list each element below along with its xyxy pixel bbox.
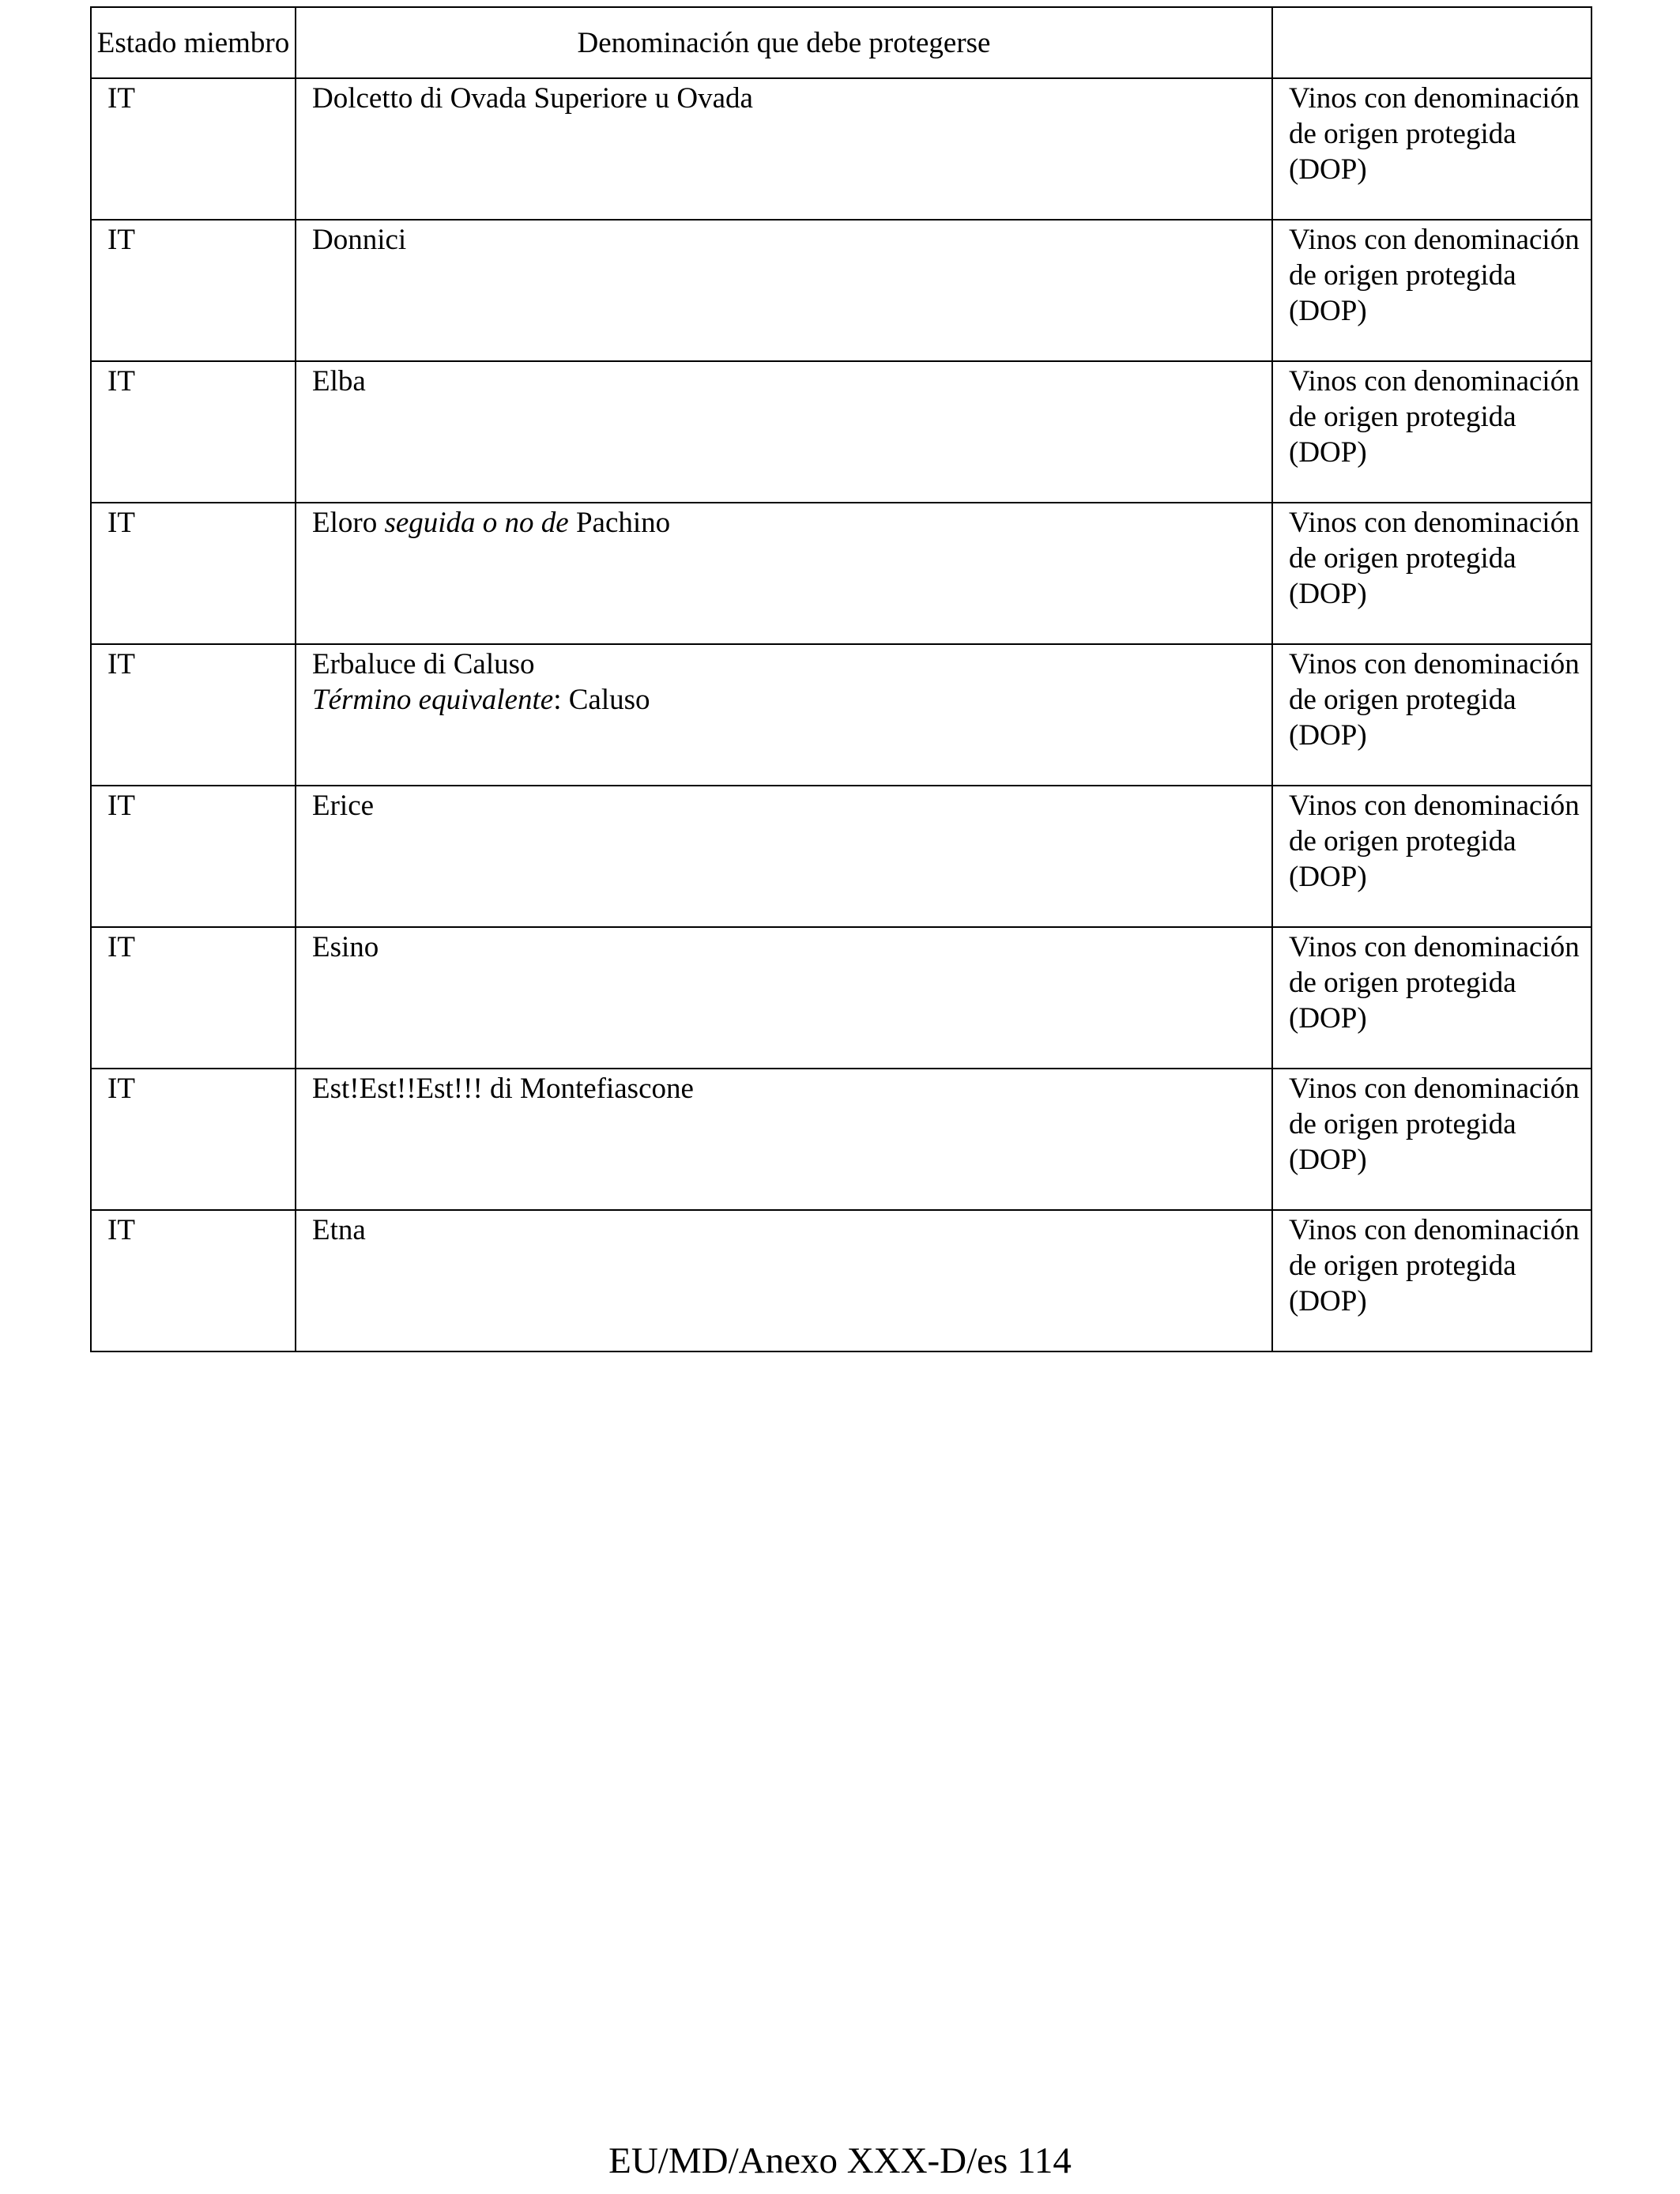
table-header-row (91, 7, 1591, 78)
table-row (91, 786, 1591, 927)
page-footer-label: EU/MD/Anexo XXX-D/es 114 (608, 2140, 1072, 2181)
category-cell: Vinos con denominación de origen protegida (DOP) (1272, 1069, 1591, 1210)
denomination-text: Dolcetto di Ovada Superiore u Ovada (312, 82, 753, 115)
category-cell: Vinos con denominación de origen protegida (DOP) (1272, 786, 1591, 927)
denomination-line (312, 1212, 1271, 1248)
denomination-line (312, 647, 1271, 682)
denomination-cell (296, 1210, 1272, 1351)
denomination-qualifier-text: Término equivalente (312, 684, 554, 716)
denomination-text: Erbaluce di Caluso (312, 648, 535, 680)
member-state-cell: IT (91, 78, 296, 220)
denomination-cell (296, 927, 1272, 1069)
denomination-cell (296, 78, 1272, 220)
table-row (91, 503, 1591, 644)
header-category (1272, 7, 1591, 78)
denomination-cell (296, 644, 1272, 786)
table-row (91, 220, 1591, 361)
denomination-cell (296, 786, 1272, 927)
table-row (91, 1069, 1591, 1210)
denomination-cell (296, 220, 1272, 361)
category-cell: Vinos con denominación de origen protegida (DOP) (1272, 644, 1591, 786)
header-denomination: Denominación que debe protegerse (296, 7, 1272, 78)
member-state-cell: IT (91, 786, 296, 927)
denomination-text: : Caluso (553, 684, 650, 716)
denomination-line (312, 222, 1271, 258)
denomination-cell (296, 503, 1272, 644)
denomination-qualifier-text: seguida o no de (384, 507, 569, 539)
denomination-text: Eloro (312, 507, 385, 539)
denomination-line (312, 682, 1271, 718)
denomination-cell (296, 1069, 1272, 1210)
member-state-cell: IT (91, 361, 296, 503)
table-body (91, 78, 1591, 1351)
category-cell: Vinos con denominación de origen protegida (DOP) (1272, 927, 1591, 1069)
denomination-line (312, 505, 1271, 541)
table-row (91, 1210, 1591, 1351)
table-row (91, 361, 1591, 503)
table-row (91, 927, 1591, 1069)
category-cell: Vinos con denominación de origen protegida (DOP) (1272, 1210, 1591, 1351)
member-state-cell: IT (91, 503, 296, 644)
denomination-text: Esino (312, 931, 379, 963)
table-row (91, 78, 1591, 220)
header-member-state: Estado miembro (91, 7, 296, 78)
table-row (91, 644, 1591, 786)
category-cell: Vinos con denominación de origen protegida (DOP) (1272, 361, 1591, 503)
member-state-cell: IT (91, 927, 296, 1069)
denomination-text: Est!Est!!Est!!! di Montefiascone (312, 1072, 694, 1105)
member-state-cell: IT (91, 1069, 296, 1210)
denomination-line (312, 929, 1271, 965)
denomination-line (312, 788, 1271, 824)
denomination-text: Donnici (312, 224, 407, 256)
denomination-line (312, 1071, 1271, 1106)
denomination-cell (296, 361, 1272, 503)
appellations-table (90, 6, 1592, 1352)
category-cell: Vinos con denominación de origen protegida (DOP) (1272, 503, 1591, 644)
denomination-line (312, 81, 1271, 116)
category-cell: Vinos con denominación de origen protegida (DOP) (1272, 220, 1591, 361)
member-state-cell: IT (91, 220, 296, 361)
member-state-cell: IT (91, 1210, 296, 1351)
denomination-text: Elba (312, 365, 366, 398)
category-cell: Vinos con denominación de origen protegida (DOP) (1272, 78, 1591, 220)
denomination-text: Pachino (568, 507, 671, 539)
denomination-text: Erice (312, 790, 375, 822)
denomination-text: Etna (312, 1214, 366, 1246)
denomination-line (312, 364, 1271, 399)
member-state-cell: IT (91, 644, 296, 786)
